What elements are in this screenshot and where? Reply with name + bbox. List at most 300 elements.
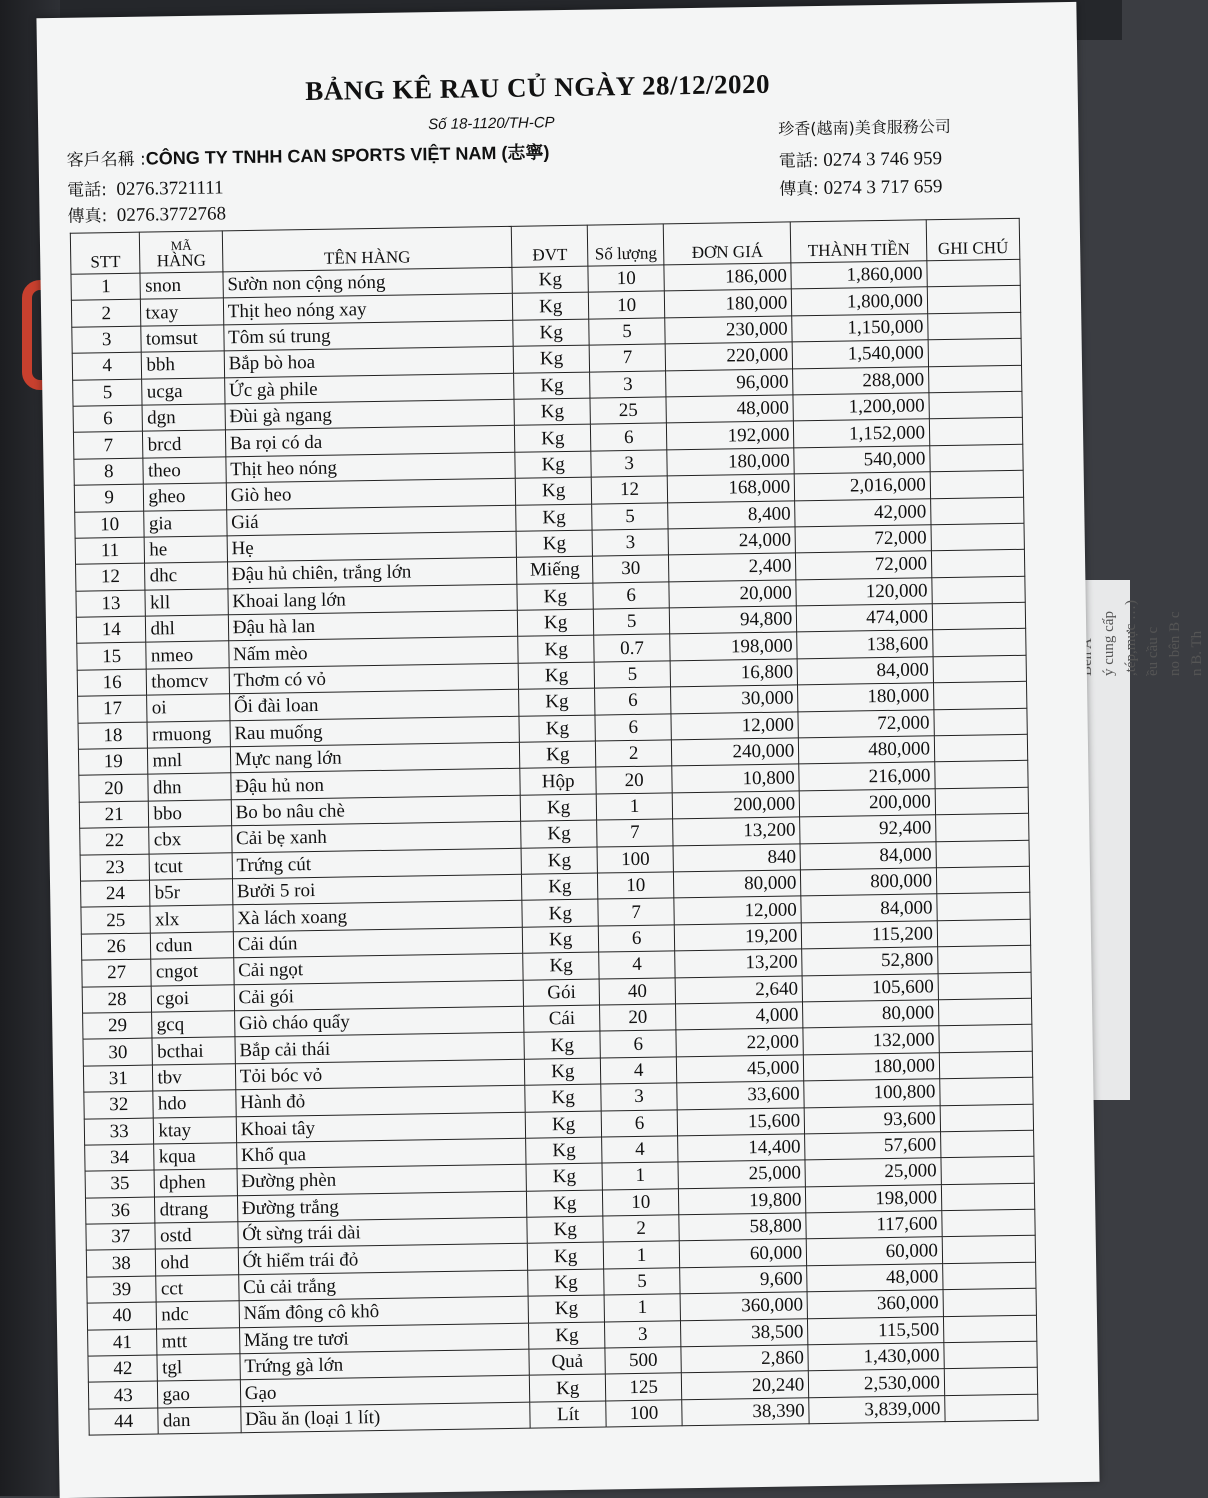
row-stt: 23 [80,854,150,881]
row-quantity: 6 [601,1109,677,1137]
row-note [938,998,1031,1026]
row-unit-price: 10,800 [672,764,800,792]
row-stt: 42 [88,1355,158,1382]
row-total: 1,152,000 [794,419,930,448]
row-note [935,787,1028,815]
row-note [941,1157,1034,1185]
row-note [927,259,1020,287]
row-note [928,339,1021,367]
row-code: dgn [142,404,225,432]
row-stt: 43 [88,1381,158,1408]
document-title: BẢNG KÊ RAU CỦ NGÀY 28/12/2020 [304,68,771,107]
row-code: cbx [149,826,232,854]
row-unit: Kg [520,794,596,822]
row-stt: 27 [82,959,152,986]
row-total: 2,016,000 [794,472,930,501]
row-unit: Kg [521,820,597,848]
row-unit: Kg [513,319,589,347]
row-total: 72,000 [796,551,932,580]
row-total: 800,000 [801,868,937,897]
row-item-name: Tôm sú trung [223,320,513,351]
row-stt: 10 [75,511,145,538]
header-code-top: MÃ [170,237,192,254]
row-item-name: Giò cháo quẩy [234,1006,524,1037]
row-unit-price: 38,390 [682,1398,810,1426]
row-unit: Kg [515,424,591,452]
row-unit-price: 180,000 [667,448,795,476]
row-total: 84,000 [801,894,937,923]
row-code: cdun [151,932,234,960]
row-unit: Kg [516,504,592,532]
row-unit-price: 198,000 [670,632,798,660]
row-unit: Kg [528,1269,604,1297]
row-unit-price: 60,000 [679,1239,807,1267]
row-total: 1,540,000 [792,340,928,369]
row-unit: Kg [525,1111,601,1139]
row-unit-price: 4,000 [676,1002,804,1030]
row-total: 117,600 [806,1211,942,1240]
row-unit: Kg [529,1322,605,1350]
row-stt: 20 [79,775,149,802]
row-note [941,1130,1034,1158]
row-stt: 33 [84,1118,154,1145]
row-unit-price: 58,800 [679,1213,807,1241]
row-item-name: Mực nang lớn [230,742,520,773]
row-code: gcq [152,1011,235,1039]
row-code: kll [145,589,228,617]
row-code: dhl [146,615,229,643]
row-code: tgl [157,1354,240,1382]
row-unit: Kg [516,477,592,505]
row-code: ucga [142,377,225,405]
row-note [934,734,1027,762]
row-total: 52,800 [802,947,938,976]
vendor-fax-line [779,172,943,201]
row-code: mtt [157,1327,240,1355]
side-paper-line: Bên A [1079,638,1095,677]
vendor-phone-label: 電話: [778,150,819,172]
row-quantity: 6 [595,714,671,742]
header-price: ĐƠN GIÁ [663,222,791,265]
row-total: 480,000 [799,736,935,765]
row-item-name: Trứng cút [232,848,522,879]
row-quantity: 500 [605,1347,681,1375]
row-unit-price: 96,000 [666,368,794,396]
row-unit: Kg [518,662,594,690]
row-unit: Kg [518,609,594,637]
row-code: bcthai [152,1037,235,1065]
row-note [933,629,1026,657]
row-stt: 2 [71,300,141,327]
row-total: 72,000 [795,525,931,554]
row-stt: 37 [86,1223,156,1250]
row-unit-price: 9,600 [680,1266,808,1294]
row-code: cgoi [152,984,235,1012]
vendor-name: 珍香(越南)美食服務公司 [778,116,951,139]
row-item-name: Hành đỏ [236,1085,526,1116]
row-code: snon [140,272,223,300]
row-stt: 40 [87,1302,157,1329]
row-code: txay [141,298,224,326]
row-unit-price: 840 [673,843,801,871]
row-total: 60,000 [806,1237,942,1266]
row-quantity: 7 [597,819,673,847]
row-total: 540,000 [794,446,930,475]
row-quantity: 10 [603,1188,679,1216]
row-unit-price: 192,000 [667,421,795,449]
row-code: ktay [154,1116,237,1144]
row-unit-price: 48,000 [666,395,794,423]
row-total: 84,000 [797,657,933,686]
row-unit-price: 38,500 [681,1318,809,1346]
row-unit: Kg [524,1031,600,1059]
row-stt: 1 [71,273,141,300]
row-quantity: 5 [592,502,668,530]
row-item-name: Thơm có vỏ [229,663,519,694]
row-unit: Kg [522,873,598,901]
row-code: thomcv [147,668,230,696]
row-total: 42,000 [795,498,931,527]
row-unit: Lít [530,1401,606,1429]
row-unit: Kg [516,530,592,558]
header-note: GHI CHÚ [926,218,1020,260]
invoice-paper [36,2,1099,1498]
row-unit: Kg [523,926,599,954]
row-item-name: Sườn non cộng nóng [223,267,513,298]
row-unit-price: 186,000 [664,263,792,291]
row-unit-price: 12,000 [671,712,799,740]
vendor-phone: 0274 3 746 959 [823,148,943,171]
row-total: 180,000 [798,683,934,712]
row-total: 474,000 [797,604,933,633]
row-quantity: 1 [596,793,672,821]
row-stt: 38 [86,1249,156,1276]
row-quantity: 40 [599,977,675,1005]
row-quantity: 100 [597,845,673,873]
row-unit: Kg [525,1084,601,1112]
row-unit: Kg [525,1058,601,1086]
row-item-name: Dầu ăn (loại 1 lít) [240,1402,530,1433]
row-total: 80,000 [803,1000,939,1029]
row-item-name: Cải bẹ xanh [231,821,521,852]
header-name: TÊN HÀNG [222,226,512,272]
row-code: hdo [153,1090,236,1118]
row-unit-price: 2,400 [669,553,797,581]
row-stt: 11 [75,537,145,564]
row-unit-price: 240,000 [671,738,799,766]
row-unit-price: 33,600 [677,1081,805,1109]
row-item-name: Bưởi 5 roi [232,874,522,905]
row-stt: 24 [81,880,151,907]
row-unit-price: 30,000 [671,685,799,713]
row-unit-price: 80,000 [674,870,802,898]
row-total: 3,839,000 [809,1395,945,1424]
row-total: 92,400 [800,815,936,844]
row-quantity: 20 [600,1004,676,1032]
row-unit-price: 24,000 [668,527,796,555]
row-quantity: 25 [590,397,666,425]
row-unit-price: 13,200 [673,817,801,845]
row-code: dphen [155,1169,238,1197]
row-item-name: Nấm mèo [228,637,518,668]
row-note [930,470,1023,498]
row-stt: 35 [85,1170,155,1197]
header-stt: STT [70,232,140,274]
row-item-name: Khổ qua [236,1138,526,1169]
vendor-fax-label: 傳真: [779,178,820,200]
row-quantity: 5 [594,661,670,689]
row-item-name: Giá [226,505,516,536]
row-stt: 32 [84,1091,154,1118]
header-total: THÀNH TIỀN [791,220,927,263]
row-unit: Hộp [520,767,596,795]
row-note [943,1262,1036,1290]
row-quantity: 4 [599,951,675,979]
row-item-name: Bo bo nâu chè [231,795,521,826]
customer-name-label: 客戶名稱 : [66,149,146,171]
row-code: dan [158,1407,241,1435]
row-stt: 28 [82,986,152,1013]
row-item-name: Cải gói [234,980,524,1011]
row-note [937,919,1030,947]
row-total: 48,000 [807,1264,943,1293]
row-total: 200,000 [799,789,935,818]
items-table [70,218,1039,1436]
side-paper-line: ,tép,mực …) [1123,600,1139,677]
table-body [71,259,1038,1435]
row-code: cngot [151,958,234,986]
row-stt: 18 [78,722,148,749]
row-quantity: 2 [603,1215,679,1243]
row-total: 72,000 [798,709,934,738]
row-unit: Kg [526,1163,602,1191]
row-stt: 17 [78,695,148,722]
row-note [935,761,1028,789]
row-code: ndc [157,1301,240,1329]
row-item-name: Bắp bò hoa [224,346,514,377]
row-item-name: Hẹ [227,531,517,562]
row-unit-price: 200,000 [672,791,800,819]
row-unit: Kg [518,636,594,664]
row-unit-price: 19,800 [679,1186,807,1214]
row-code: brcd [143,430,226,458]
row-note [943,1315,1036,1343]
row-quantity: 3 [591,450,667,478]
row-stt: 8 [74,458,144,485]
row-unit-price: 13,200 [675,949,803,977]
row-stt: 26 [81,933,151,960]
row-code: rmuong [147,720,230,748]
row-unit: Kg [513,345,589,373]
row-quantity: 2 [596,740,672,768]
row-quantity: 4 [600,1057,676,1085]
row-quantity: 10 [588,265,664,293]
row-stt: 29 [83,1012,153,1039]
row-note [933,655,1026,683]
row-item-name: Khoai lang lớn [228,584,518,615]
row-stt: 34 [85,1144,155,1171]
row-total: 25,000 [805,1158,941,1187]
customer-phone: 0276.3721111 [116,177,224,201]
row-unit-price: 180,000 [664,289,792,317]
row-total: 115,200 [802,920,938,949]
row-total: 132,000 [803,1026,939,1055]
row-total: 84,000 [800,841,936,870]
row-total: 120,000 [796,577,932,606]
customer-fax-label: 傳真: [67,206,108,227]
row-note [928,365,1021,393]
row-item-name: Đùi gà ngang [225,399,515,430]
row-note [938,972,1031,1000]
row-total: 1,800,000 [792,287,928,316]
row-unit: Kg [513,293,589,321]
row-unit: Kg [523,952,599,980]
row-quantity: 7 [598,898,674,926]
row-quantity: 6 [593,582,669,610]
row-code: he [145,536,228,564]
row-code: gao [158,1380,241,1408]
row-stt: 36 [85,1197,155,1224]
row-unit-price: 94,800 [669,606,797,634]
row-note [930,444,1023,472]
side-paper-line: ý cung cấp [1101,611,1117,677]
row-total: 180,000 [804,1052,940,1081]
row-stt: 6 [73,405,143,432]
row-unit-price: 15,600 [677,1107,805,1135]
row-unit-price: 8,400 [668,500,796,528]
row-stt: 13 [76,590,146,617]
row-quantity: 6 [598,925,674,953]
row-code: dhc [145,562,228,590]
row-stt: 21 [79,801,149,828]
row-unit-price: 360,000 [680,1292,808,1320]
row-item-name: Măng tre tươi [239,1323,529,1354]
row-item-name: Ba rọi có da [225,426,515,457]
row-note [934,708,1027,736]
row-total: 1,430,000 [808,1343,944,1372]
row-stt: 5 [73,379,143,406]
row-note [944,1341,1037,1369]
row-unit: Kg [527,1216,603,1244]
row-total: 1,150,000 [792,314,928,343]
row-stt: 22 [80,827,150,854]
row-unit: Cái [524,1005,600,1033]
row-total: 216,000 [799,762,935,791]
row-note [931,523,1024,551]
row-code: bbh [142,351,225,379]
row-code: ohd [156,1248,239,1276]
row-total: 93,600 [804,1105,940,1134]
row-item-name: Giò heo [226,478,516,509]
row-item-name: Củ cải trắng [238,1270,528,1301]
customer-fax: 0276.3772768 [116,203,227,227]
row-code: cct [156,1275,239,1303]
row-stt: 15 [77,643,147,670]
row-code: gheo [144,483,227,511]
row-unit: Kg [517,583,593,611]
row-quantity: 20 [596,766,672,794]
row-unit: Kg [528,1242,604,1270]
row-total: 100,800 [804,1079,940,1108]
row-unit-price: 19,200 [674,923,802,951]
row-unit: Kg [514,372,590,400]
side-paper-line: no bên B c [1167,611,1183,677]
header-qty: Số lượng [587,224,664,266]
row-unit: Kg [526,1137,602,1165]
row-total: 198,000 [806,1184,942,1213]
row-note [936,866,1029,894]
row-unit-price: 220,000 [665,342,793,370]
row-item-name: Khoai tây [236,1112,526,1143]
row-code: dtrang [155,1195,238,1223]
row-note [931,550,1024,578]
header-unit: ĐVT [512,225,588,267]
side-paper-line: ều cầu c [1145,626,1161,677]
row-quantity: 10 [598,872,674,900]
row-stt: 30 [83,1038,153,1065]
row-item-name: Đậu hà lan [228,610,518,641]
row-total: 138,600 [797,630,933,659]
row-stt: 39 [87,1276,157,1303]
row-total: 105,600 [802,973,938,1002]
row-unit-price: 22,000 [676,1028,804,1056]
row-unit: Kg [520,741,596,769]
row-quantity: 1 [603,1241,679,1269]
row-item-name: Nấm đông cô khô [239,1296,529,1327]
row-note [932,576,1025,604]
row-code: tbv [153,1063,236,1091]
header-code-bottom: HÀNG [156,250,207,271]
row-unit-price: 16,800 [670,659,798,687]
row-stt: 25 [81,906,151,933]
row-quantity: 5 [589,318,665,346]
row-code: mnl [148,747,231,775]
row-unit: Quả [529,1348,605,1376]
row-code: nmeo [146,641,229,669]
row-unit-price: 168,000 [667,474,795,502]
row-stt: 12 [76,563,146,590]
row-unit-price: 45,000 [676,1055,804,1083]
row-note [937,893,1030,921]
row-quantity: 10 [588,291,664,319]
row-note [941,1183,1034,1211]
row-unit: Kg [519,688,595,716]
row-code: tomsut [141,325,224,353]
row-quantity: 3 [601,1083,677,1111]
header-code [140,231,223,273]
row-unit: Gói [523,979,599,1007]
row-unit-price: 20,000 [669,580,797,608]
document-number: Số 18-1120/TH-CP [428,114,555,134]
row-quantity: 100 [606,1400,682,1428]
row-quantity: 1 [602,1162,678,1190]
row-code: theo [143,457,226,485]
row-stt: 41 [88,1329,158,1356]
row-item-name: Thịt heo nóng [226,452,516,483]
row-quantity: 7 [589,344,665,372]
row-item-name: Xà lách xoang [233,901,523,932]
row-note [936,840,1029,868]
row-note [931,497,1024,525]
row-quantity: 30 [593,555,669,583]
customer-phone-line [67,173,224,201]
row-note [939,1025,1032,1053]
row-unit: Kg [519,715,595,743]
row-stt: 19 [78,748,148,775]
row-item-name: Thịt heo nóng xay [223,294,513,325]
row-total: 288,000 [793,366,929,395]
customer-fax-line [67,199,226,227]
